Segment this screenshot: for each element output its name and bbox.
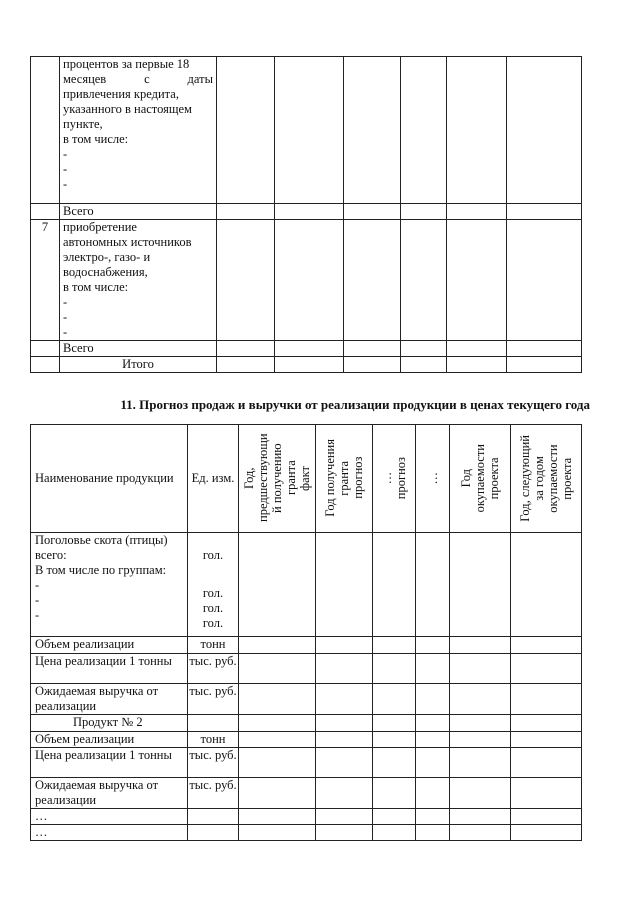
table-row (31, 357, 582, 373)
header-ellipsis: … (416, 425, 450, 533)
product-row-unit (188, 825, 239, 841)
product-row-label: Ожидаемая выручка от реализации (31, 778, 188, 809)
sales-forecast-table (30, 424, 582, 841)
item6-total-label: Всего (60, 204, 217, 220)
header-unit: Ед. изм. (188, 425, 239, 533)
table-row (31, 809, 582, 825)
table-row (31, 220, 582, 341)
item7-total-label: Всего (60, 341, 217, 357)
table-row (31, 533, 582, 637)
header-prev-year: Год, предшествующи й получению гранта факт (239, 425, 316, 533)
item7-number: 7 (31, 220, 60, 341)
product-row-unit: тонн (188, 732, 239, 748)
product-row-label: Объем реализации (31, 637, 188, 654)
section-title: 11. Прогноз продаж и выручки от реализации продукции в ценах текущего года (120, 397, 590, 412)
table-row (31, 778, 582, 809)
table-row (31, 341, 582, 357)
table-row (31, 748, 582, 778)
livestock-units: гол. гол. гол. гол. (188, 533, 239, 637)
product-row-label: … (31, 809, 188, 825)
table-header-row (31, 425, 582, 533)
header-after-payback-year: Год, следующий за годом окупаемости проекта (511, 425, 582, 533)
grand-total-label: Итого (60, 357, 217, 373)
table-row (31, 732, 582, 748)
item7-description: приобретение автономных источников электро-, газо- и водоснабжения, в том числе: - - - (60, 220, 217, 341)
header-forecast: … прогноз (373, 425, 416, 533)
table-row (31, 654, 582, 684)
product-row-unit: тыс. руб. (188, 654, 239, 684)
product-row-unit: тонн (188, 637, 239, 654)
table-row (31, 715, 582, 732)
item6-description: процентов за первые 18 месяцев с даты привлечения кредита, указанного в настоящем пункте, в том числе: - - - (60, 57, 217, 204)
table-row (31, 204, 582, 220)
product-row-label: Продукт № 2 (31, 715, 188, 732)
table-row (31, 637, 582, 654)
product-row-label: Цена реализации 1 тонны (31, 748, 188, 778)
table-row (31, 684, 582, 715)
product-row-unit: тыс. руб. (188, 748, 239, 778)
livestock-label: Поголовье скота (птицы) всего: В том числе по группам: - - - (31, 533, 188, 637)
product-row-unit: тыс. руб. (188, 684, 239, 715)
header-product-name: Наименование продукции (31, 425, 188, 533)
header-payback-year: Год окупаемости проекта (450, 425, 511, 533)
table-row (31, 57, 582, 204)
product-row-label: Цена реализации 1 тонны (31, 654, 188, 684)
product-row-label: Ожидаемая выручка от реализации (31, 684, 188, 715)
header-grant-year: Год получения гранта прогноз (316, 425, 373, 533)
expenses-table-continued (30, 56, 582, 373)
product-row-unit: тыс. руб. (188, 778, 239, 809)
product-row-unit (188, 715, 239, 732)
product-row-label: … (31, 825, 188, 841)
table-row (31, 825, 582, 841)
product-row-unit (188, 809, 239, 825)
product-row-label: Объем реализации (31, 732, 188, 748)
